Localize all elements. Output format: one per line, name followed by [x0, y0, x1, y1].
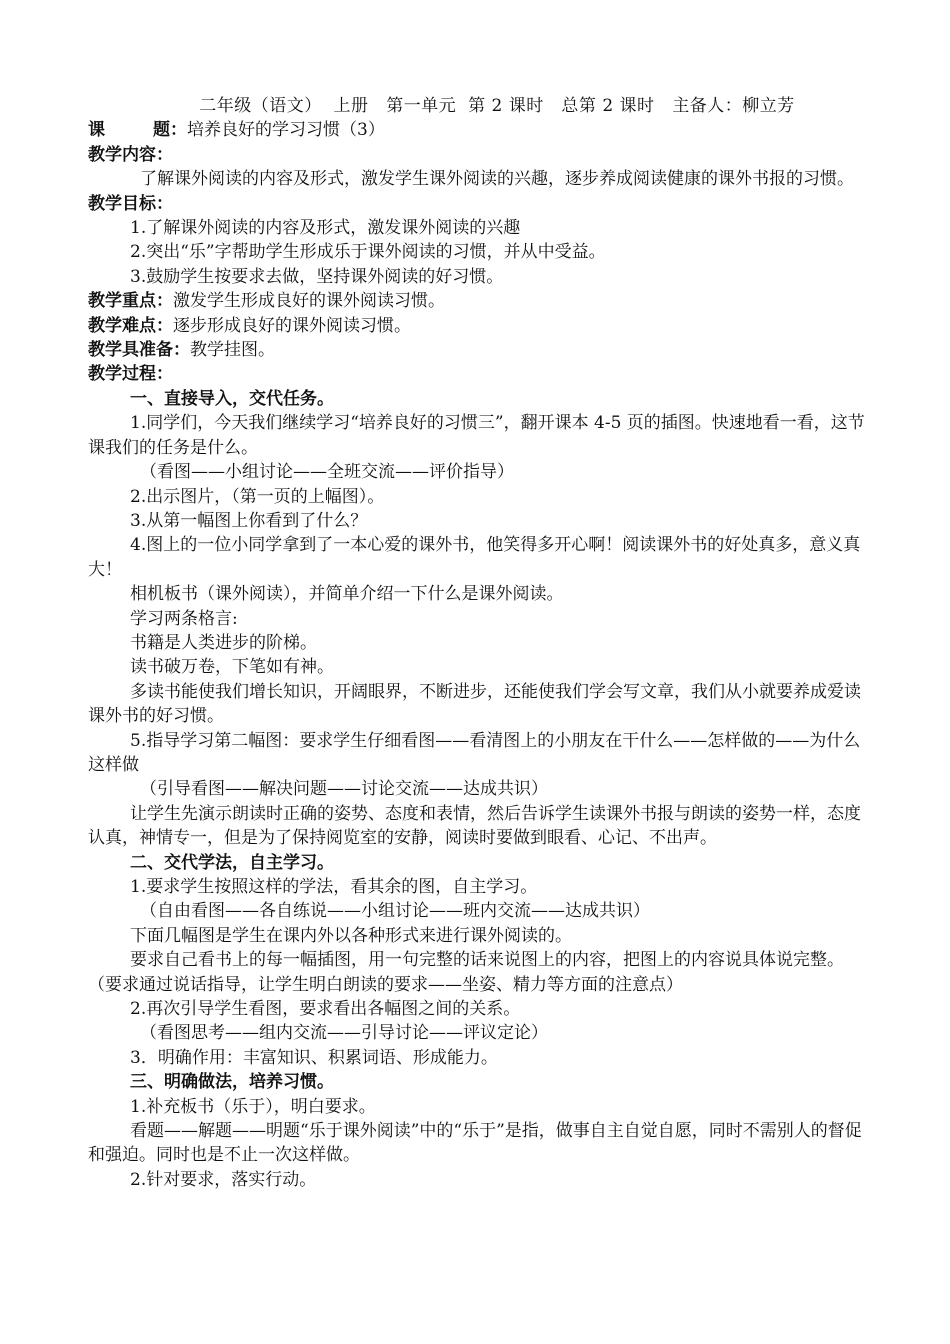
- topic-line: [88, 118, 866, 142]
- difficulty-line: [88, 314, 866, 338]
- paragraph: （自由看图——各自练说——小组讨论——班内交流——达成共识）: [140, 901, 650, 922]
- paragraph: 读书破万卷，下笔如有神。: [130, 657, 334, 678]
- topic-value: 培养良好的学习习惯（3）: [187, 120, 385, 141]
- paragraph: （看图——小组讨论——全班交流——评价指导）: [140, 462, 514, 483]
- paragraph: 要求自己看书上的每一幅插图，用一句完整的话来说图上的内容，把图上的内容说具体说完整。（要求通过说话指导，让学生明白朗读的要求——坐姿、精力等方面的注意点）: [88, 950, 844, 995]
- tools-line: [88, 338, 866, 362]
- section-title: 三、明确做法，培养习惯。: [130, 1072, 334, 1093]
- difficulty-value: 逐步形成良好的课外阅读习惯。: [173, 315, 411, 336]
- paragraph: 2.再次引导学生看图，要求看出各幅图之间的关系。: [130, 999, 521, 1020]
- content-label: 教学内容：: [88, 144, 173, 165]
- paragraph: 1.要求学生按照这样的学法，看其余的图，自主学习。: [130, 877, 538, 897]
- paragraph: 2.出示图片，（第一页的上幅图）。: [130, 486, 385, 507]
- paragraph: 5.指导学习第二幅图：要求学生仔细看图——看清图上的小朋友在干什么——怎样做的——为什么这样做: [88, 730, 861, 775]
- difficulty-label: 教学难点：: [88, 315, 173, 336]
- key-point-value: 激发学生形成良好的课外阅读习惯。: [173, 291, 445, 312]
- paragraph: 1.同学们，今天我们继续学习“培养良好的习惯三”，翻开课本 4-5 页的插图。快速地看一看，这节课我们的任务是什么。: [88, 413, 865, 458]
- topic-label-b: 题：: [153, 120, 187, 141]
- goal-item: 1.了解课外阅读的内容及形式，激发课外阅读的兴趣: [130, 218, 521, 239]
- paragraph: 让学生先演示朗读时正确的姿势、态度和表情，然后告诉学生读课外书报与朗读的姿势一样，态度认真，神情专一，但是为了保持阅览室的安静，阅读时要做到眼看、心记、不出声。: [88, 803, 861, 849]
- content-text: 了解课外阅读的内容及形式，激发学生课外阅读的兴趣，逐步养成阅读健康的课外书报的习惯。: [140, 169, 854, 190]
- paragraph: 相机板书（课外阅读），并简单介绍一下什么是课外阅读。: [130, 584, 564, 605]
- topic-label-a: 课: [88, 120, 105, 141]
- process-label: 教学过程：: [88, 364, 173, 385]
- paragraph: 多读书能使我们增长知识，开阔眼界，不断进步，还能使我们学会写文章，我们从小就要养成爱读课外书的好习惯。: [88, 681, 861, 727]
- paragraph: （引导看图——解决问题——讨论交流——达成共识）: [140, 779, 548, 800]
- tools-label: 教学具准备：: [88, 340, 190, 361]
- section-title: 一、直接导入，交代任务。: [130, 388, 334, 409]
- goal-item: 2.突出“乐”字帮助学生形成乐于课外阅读的习惯，并从中受益。: [130, 242, 606, 263]
- key-point-line: [88, 289, 866, 313]
- key-point-label: 教学重点：: [88, 291, 173, 312]
- paragraph: 学习两条格言:: [130, 608, 238, 629]
- goal-item: 3.鼓励学生按要求去做，坚持课外阅读的好习惯。: [130, 266, 504, 287]
- header-line: 二年级（语文） 上册 第一单元 第 2 课时 总第 2 课时 主备人：柳立芳: [199, 96, 795, 116]
- paragraph: 2.针对要求，落实行动。: [130, 1169, 317, 1190]
- paragraph: 3．明确作用：丰富知识、积累词语、形成能力。: [130, 1047, 498, 1068]
- goals-label: 教学目标：: [88, 193, 173, 214]
- paragraph: （看图思考——组内交流——引导讨论——评议定论）: [140, 1023, 548, 1044]
- paragraph: 1.补充板书（乐于），明白要求。: [130, 1096, 376, 1117]
- paragraph: 3.从第一幅图上你看到了什么？: [130, 510, 368, 531]
- section-title: 二、交代学法，自主学习。: [130, 852, 334, 873]
- tools-value: 教学挂图。: [190, 340, 275, 361]
- paragraph: 看题——解题——明题“乐于课外阅读”中的“乐于”是指，做事自主自觉自愿，同时不需别人的督促和强迫。同时也是不止一次这样做。: [88, 1121, 862, 1166]
- paragraph: 下面几幅图是学生在课内外以各种形式来进行课外阅读的。: [130, 925, 572, 946]
- paragraph: 书籍是人类进步的阶梯。: [130, 632, 317, 653]
- paragraph: 4.图上的一位小同学拿到了一本心爱的课外书，他笑得多开心啊！阅读课外书的好处真多，意义真大！: [88, 535, 861, 580]
